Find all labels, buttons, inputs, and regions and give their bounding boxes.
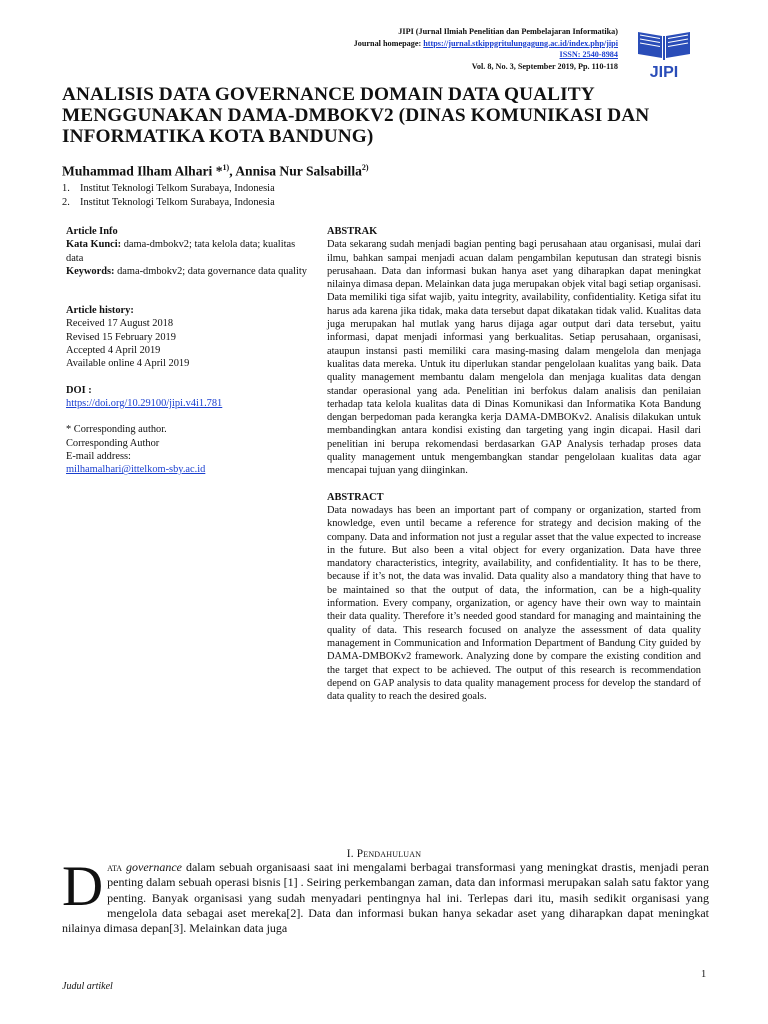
section-heading: I. Pendahuluan <box>346 848 422 860</box>
keywords: Keywords: dama-dmbokv2; data governance data quality <box>66 265 307 277</box>
received-date: Received 17 August 2018 <box>66 318 174 330</box>
intro-paragraph: Data governance dalam sebuah organisaasi saat ini mengalami berbagai transformasi yang meningkat drastis, menjadi peran penting dalam sebuah operasi bisnis [1] . Seiring perkembangan zaman, data dan informasi merupakan salah satu faktor yang penting. Banyak organisasi yang sudah menyadari pentingnya hal ini. Terlepas dari itu, masih sedikit organisasi yang mengelola data sebagai aset mereka[2]. Data dan informasi bukan hanya sekadar aset yang diharapkan dapat meningkat nilainya dimasa depan[3]. Melainkan data juga <box>62 855 710 936</box>
authors: Muhammad Ilham Alhari *$^{1)}$, Annisa Nur Salsabilla$^{2)}$ <box>62 163 369 179</box>
revised-date: Revised 15 February 2019 <box>66 331 176 343</box>
logo-text: JIPI <box>649 64 679 80</box>
affiliation-2: 2. Institut Teknologi Telkom Surabaya, Indonesia <box>62 196 275 208</box>
volume-info: Vol. 8, No. 3, September 2019, Pp. 110-118 <box>471 61 618 71</box>
online-date: Available online 4 April 2019 <box>66 358 190 370</box>
affiliations <box>62 182 275 209</box>
jipi-logo <box>624 24 704 80</box>
paper-title: ANALISIS DATA GOVERNANCE DOMAIN DATA QUALITY MENGGUNAKAN DAMA-DMBOKV2 (DINAS KOMUNIKASI DAN INFORMATIKA KOTA BANDUNG) <box>62 84 650 147</box>
homepage-link[interactable]: https://jurnal.stkippgritulungagung.ac.id/index.php/jipi <box>423 38 618 48</box>
corresponding-note: * Corresponding author. <box>66 424 167 436</box>
footer-label: Judul artikel <box>62 981 113 992</box>
affiliation-1: 1. Institut Teknologi Telkom Surabaya, Indonesia <box>62 183 275 194</box>
abstract-column <box>327 225 701 703</box>
page-number: 1 <box>701 969 707 980</box>
journal-header <box>198 26 618 72</box>
doi-link[interactable]: https://doi.org/10.29100/jipi.v4i1.781 <box>66 397 223 409</box>
issn-link[interactable]: ISSN: 2540-8984 <box>559 50 618 59</box>
kata-kunci: Kata Kunci: dama-dmbokv2; tata kelola data; kualitas data <box>66 239 296 264</box>
email-label: E-mail address: <box>66 450 131 462</box>
email-link[interactable]: milhamalhari@ittelkom-sby.ac.id <box>66 464 206 476</box>
abstrak-heading: ABSTRAK <box>327 226 378 237</box>
journal-homepage: Journal homepage: https://jurnal.stkippgritulungagung.ac.id/index.php/jipi <box>353 38 618 48</box>
abstract-heading: ABSTRACT <box>327 491 384 503</box>
issn <box>198 49 618 61</box>
drop-cap: D <box>62 855 104 918</box>
abstract-text: Data nowadays has been an important part of company or organization, started from knowledge, even until became a reference for strategy and decision making of the company. Data and information not just a regular asset that the value expected to increase in the future. But also been a vital object for every organization. Data have three mandatory characteristics, integrity, availability, and confidentiality. It has to be there, because if it’s not, the data was invalid. Data quality also a mandatory thing that have to be maintained so that the output of data, the information, can be a high-quality information. Every company, organization, or agency have their own way to maintain their data quality. Therefore it’s needed good standard for managing and maintaining the quality of data. This research focused on analyze the assessment of data quality management in Communication and Information Department of Bandung City guided by DAMA-DMBOKv2 framework. Analyzing done by compare the existing condition and the target that expect to be achieved. The output of this research is recommendation depend on GAP analysis to data quality management process for develop the standard of data quality to reach the desired goals. <box>327 504 701 703</box>
article-info-heading: Article Info <box>66 226 118 237</box>
abstrak-text: Data sekarang sudah menjadi bagian penting bagi perusahaan atau organisasi, mulai dari ilmu, bahkan sampai menjadi acuan dalam pengambilan keputusan dan strategi bisnis perusahaan. Data dan informasi bukan hanya aset yang diharapkan dapat meningkat nilainya dimasa depan. Melainkan data juga merupakan objek vital bagi setiap organisasi. Data memiliki tiga sifat wajib, yaitu integrity, availability, confidentiality. Ketiga sifat itu harus ada karena jika tidak, maka data tersebut dapat dikatakan tidak valid. Kualitas data juga merupakan hal mutlak yang harus dijaga agar output dari data tersebut, yaitu informasi, dapat menjadi informasi yang berkualitas. Setiap perusahaan, organisasi, ataupun instansi pasti memiliki cara masing-masing dalam mengelola dan menjaga kualitas data mereka. Untuk itu diperlukan standar pengelolaan kualitas yang baik. Data quality management membantu dalam mengelola dan menjaga kualitas data dengan standar operasional yang ada. Penelitian ini berfokus dalam analisis dan penilaian terhadap tata kelola kualitas data di Dinas Komunikasi dan Informatika Kota Bandung dengan berpedoman pada kerangka kerja DAMA-DMBOKv2. Analisis dilakukan untuk membandingkan antara kondisi existing dan targeting yang ingin dicapai. Hasil dari penelitian ini berupa rekomendasi berdasarkan GAP Analysis terhadap proses data quality management untuk mengembangkan standar pengelolaan kualitas data agar mencapai tujuan yang diinginkan. <box>327 239 701 477</box>
author-2: Annisa Nur Salsabilla <box>235 163 362 179</box>
author-1: Muhammad Ilham Alhari * <box>62 163 223 179</box>
accepted-date: Accepted 4 April 2019 <box>66 345 161 357</box>
corresponding-author: Corresponding Author <box>66 437 160 449</box>
doi-label: DOI : <box>66 384 92 396</box>
article-info <box>66 225 311 476</box>
history-heading: Article history: <box>66 305 134 317</box>
journal-name: JIPI (Jurnal Ilmiah Penelitian dan Pembelajaran Informatika) <box>398 27 618 36</box>
